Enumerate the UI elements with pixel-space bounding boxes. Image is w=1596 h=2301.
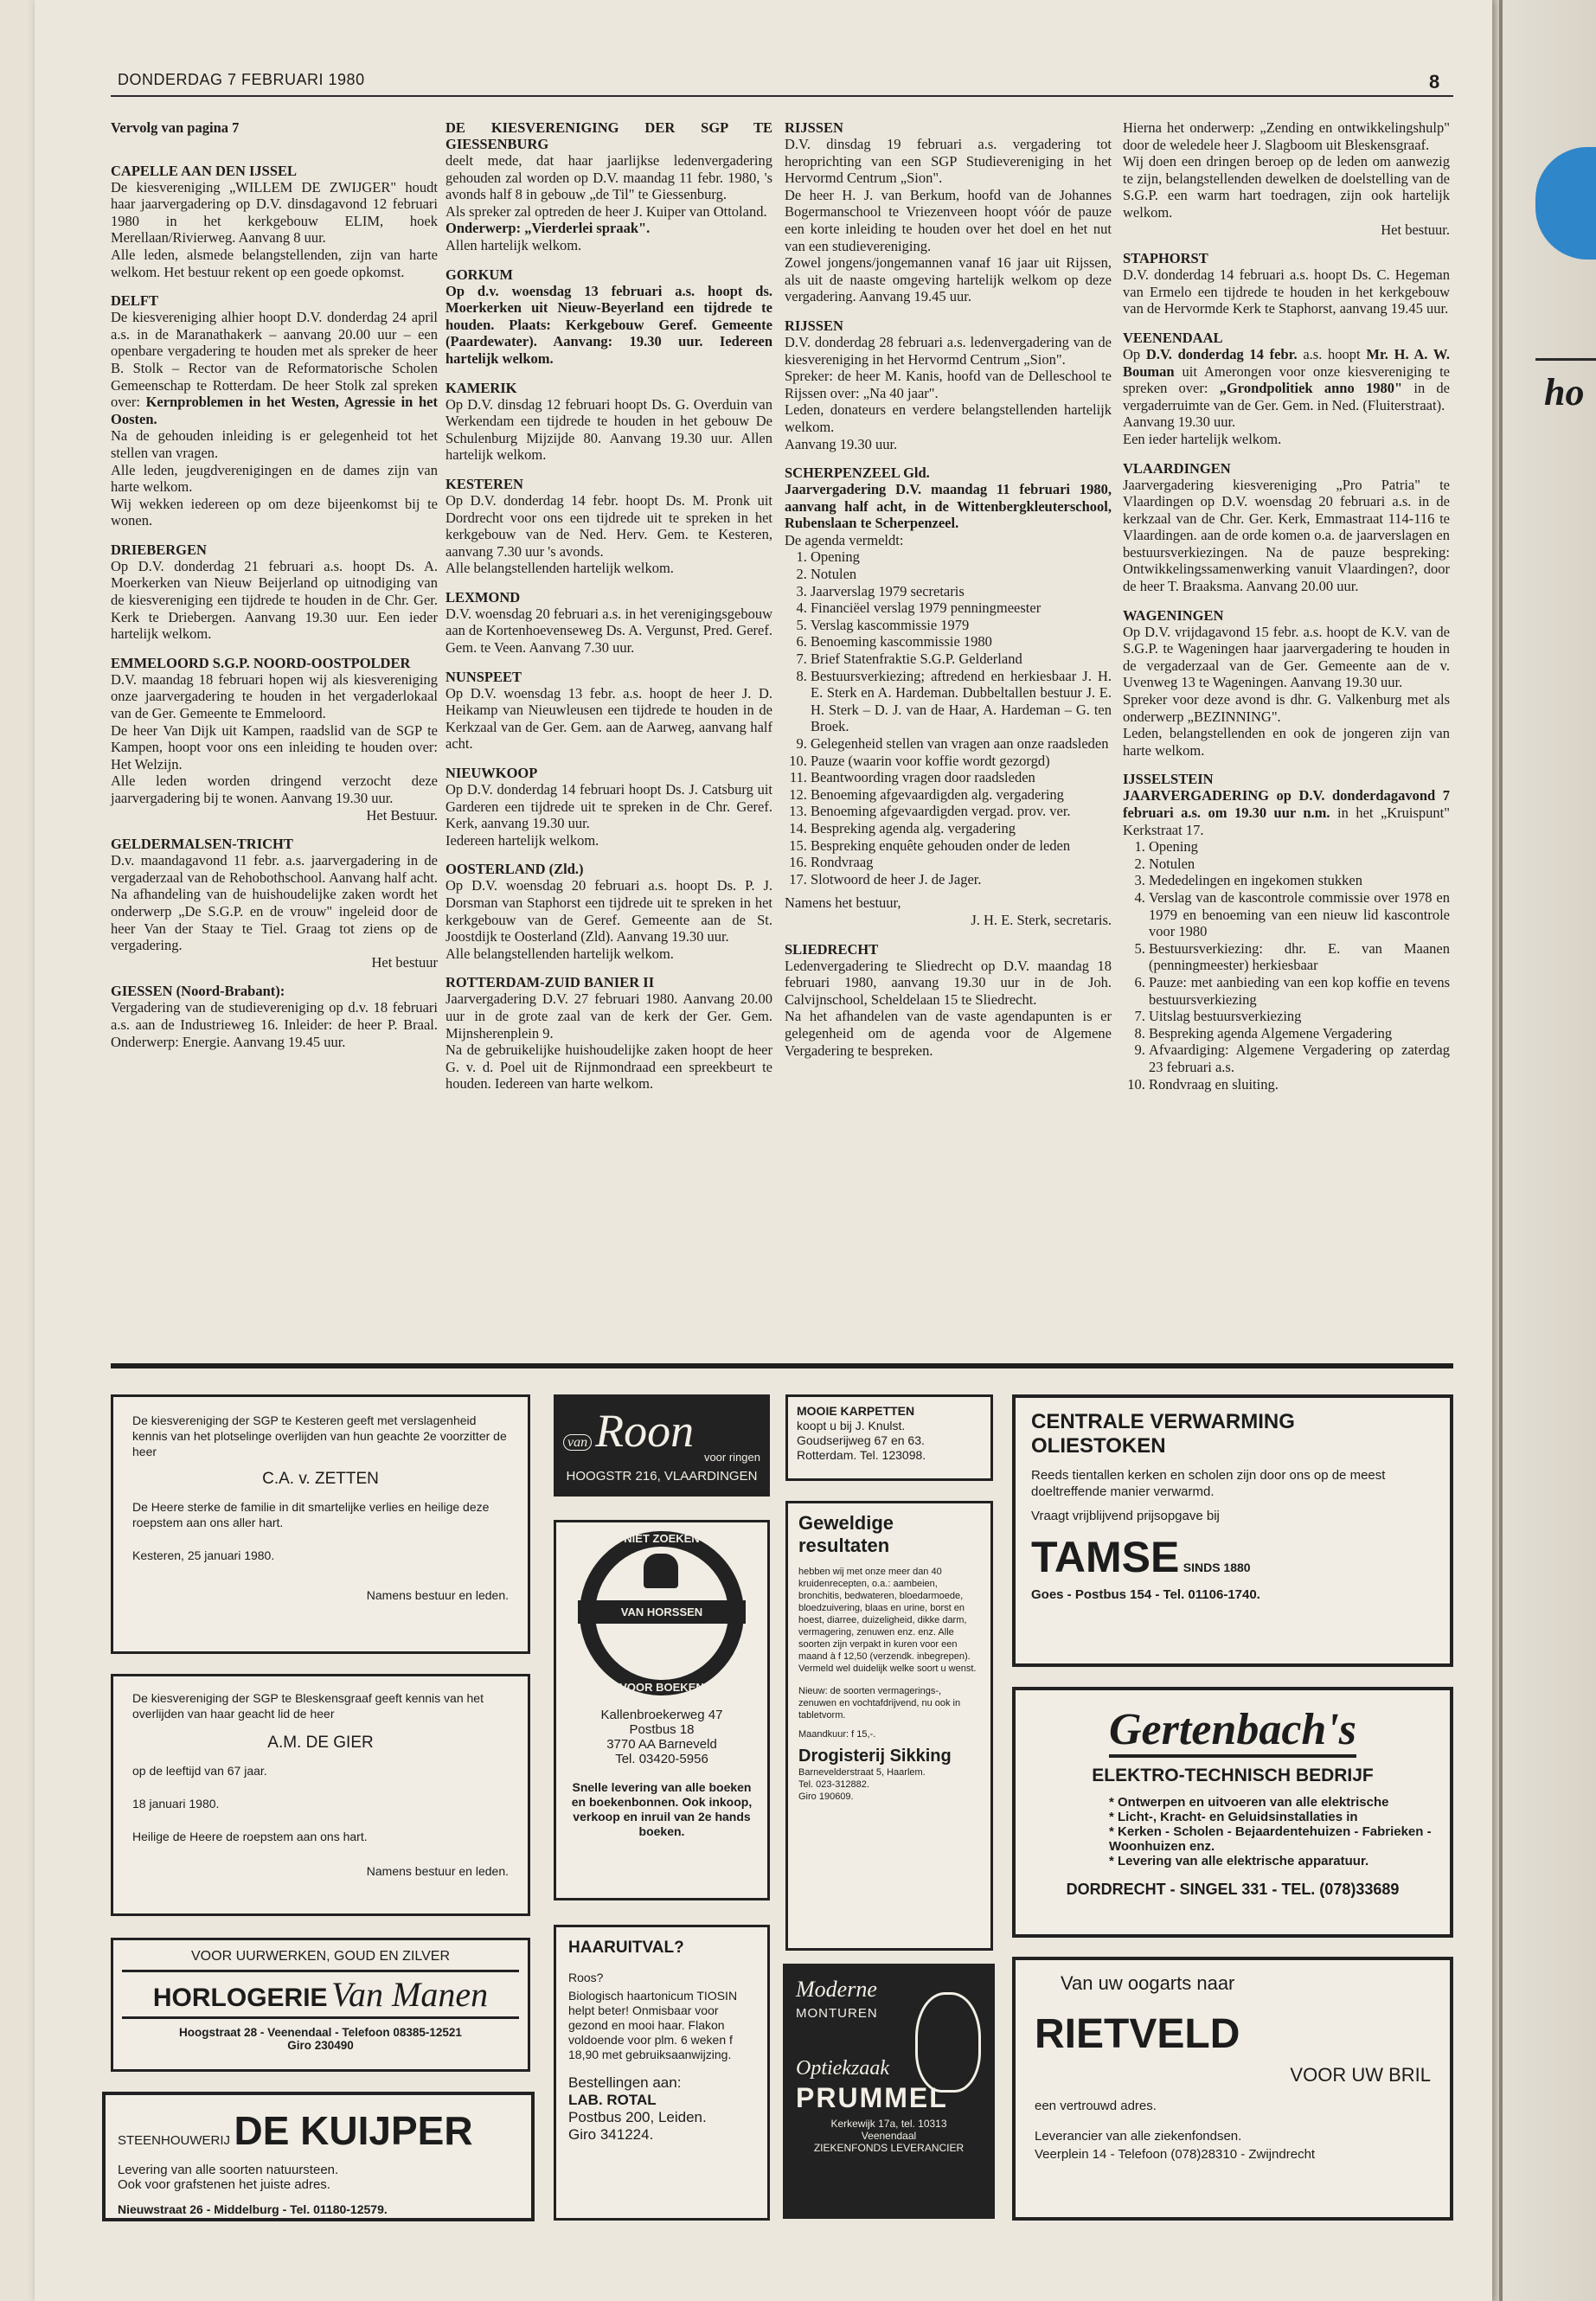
ad-rietveld [1012,1957,1453,2221]
ad-title: HAARUITVAL? [568,1939,684,1957]
ad-script: Moderne [796,1977,877,2002]
ad-obituary-bleskensgraaf [111,1674,530,1916]
ad-address: Kallenbroekerweg 47 [600,1708,723,1722]
ad-title: OLIESTOKEN [1031,1434,1166,1458]
ad-prummel [783,1964,995,2219]
adjacent-page-edge [1492,0,1596,2301]
agenda-item: 7. Brief Statenfraktie S.G.P. Gelderland [811,651,1112,668]
agenda-item: 3. Jaarverslag 1979 secretaris [811,583,1112,600]
ad-bullet: * Ontwerpen en uitvoeren van alle elektrische [1109,1795,1389,1810]
ad-text: Namens bestuur en leden. [366,1864,509,1878]
notice-text: Na de gebruikelijke huishoudelijke zaken hoopt de heer G. v. d. Poel uit de Rijnmondraad een spreekbeurt te houden. Iedereen van harte welkom. [445,1042,772,1093]
agenda-item: 10. Rondvraag en sluiting. [1149,1076,1450,1093]
ad-text: Roos? [568,1971,604,1984]
notice-text: Na het afhandelen van de vaste agendapunten is er gelegenheid om de agenda voor de Algemene Vergadering te bespreken. [785,1008,1112,1059]
ad-text: hebben wij met onze meer dan 40 kruidenrecepten, o.a.: aambeien, bronchitis, bedwateren, bloedarmoede, bloedzuivering, blaas en urine, borst en hoest, diarree, duizeligheid, dikke darm, vermagering, zenuwen enz. enz. Alle soorten zijn verpakt in kuren voor een maand à f 12,50 (verzendk. inbegrepen). Vermeld wel duidelijk welke soort u wenst. [798,1567,977,1674]
agenda-item: 2. Notulen [1149,856,1450,873]
notice-text: Leden, belangstellenden en ook de jongeren zijn van harte welkom. [1123,725,1450,759]
ad-address: Tel. 03420-5956 [615,1752,708,1766]
ad-address: 3770 AA Barneveld [606,1737,717,1752]
agenda-item: 1. Opening [1149,838,1450,856]
notice-text: Vergadering van de studievereniging op d.v. 18 februari a.s. aan de Industrieweg 16. Inleider: de heer P. Braal. Onderwerp: Energie. Aanvang 19.45 uur. [111,999,438,1050]
ad-tagline: VOOR UURWERKEN, GOUD EN ZILVER [191,1949,450,1964]
notice-text: Alle leden, alsmede belangstellenden, zijn van harte welkom. Het bestuur rekent op een goede opkomst. [111,246,438,280]
ad-text: Maandkuur: f 15,-. [798,1729,876,1740]
notice-title: NIEUWKOOP [445,765,538,782]
ad-text: Heilige de Heere de roepstem aan ons hart. [132,1830,368,1843]
ad-text: Bestellingen aan: [568,2074,682,2091]
agenda-item: 6. Benoeming kascommissie 1980 [811,633,1112,651]
notice-title: LEXMOND [445,588,521,606]
notice-text: Spreker: de heer M. Kanis, hoofd van de Delleschool te Rijssen over: „Na 40 jaar". [785,368,1112,401]
ad-address: HOOGSTR 216, VLAARDINGEN [566,1469,758,1484]
ad-bullet: * Kerken - Scholen - Bejaardentehuizen - Fabrieken - Woonhuizen enz. [1109,1824,1432,1854]
page-number: 8 [1429,71,1440,93]
ad-logo: TAMSE SINDS 1880 [1031,1533,1251,1581]
optician-face-icon [915,1992,981,2093]
notice-signature: Namens het bestuur, [785,894,901,912]
ad-text: LAB. ROTAL [568,2092,657,2108]
notice-signature: Het Bestuur. [366,806,438,824]
agenda-item: 17. Slotwoord de heer J. de Jager. [811,871,1112,888]
ad-text: 18 januari 1980. [132,1797,220,1811]
notice-text: Op D.V. donderdag 14 februari hoopt Ds. J. Catsburg uit Garderen een tijdrede uit te spreken in de Chr. Geref. Kerk, aanvang 19.30 uur. [445,781,772,832]
notice-text: Wij doen een dringen beroep op de leden om aanwezig te zijn, belangstellenden dewelken de doelstelling van de S.G.P. een warm hart toedragen, zijn ook hartelijk welkom. [1123,153,1450,221]
ad-van-roon [554,1394,770,1497]
agenda-item: 4. Verslag van de kascontrole commissie over 1978 en 1979 en benoeming van een nieuw lid kascontrole voor 1980 [1149,889,1450,940]
adjacent-page-fragment: ho [1544,371,1585,413]
notice-text: Na de gehouden inleiding is er gelegenheid tot het stellen van vragen. [111,427,438,461]
agenda-item: 8. Bespreking agenda Algemene Vergadering [1149,1025,1450,1042]
notice-title: VLAARDINGEN [1123,459,1231,477]
notice-title: GORKUM [445,266,513,283]
page-fold [1499,0,1503,2301]
section-divider [111,1363,1453,1368]
ad-address: Veenendaal [861,2130,917,2142]
notice-title: VEENENDAAL [1123,329,1223,346]
ad-text: Leverancier van alle ziekenfondsen. [1035,2129,1242,2144]
continuation-note: Vervolg van pagina 7 [111,119,240,136]
ad-text: Vraagt vrijblijvend prijsopgave bij [1031,1509,1220,1523]
ad-text: De Heere sterke de familie in dit smartelijke verlies en heilige deze roepstem aan ons aller hart. [132,1500,490,1529]
ad-text: Giro 341224. [568,2126,654,2143]
notice-title: KAMERIK [445,379,517,396]
agenda-item: 5. Bestuursverkiezing: dhr. E. van Maanen (penningmeester) herkiesbaar [1149,940,1450,974]
agenda-item: 3. Mededelingen en ingekomen stukken [1149,872,1450,889]
ad-logo: HORLOGERIE Van Manen [122,1970,519,2019]
notice-text: Jaarvergadering D.V. maandag 11 februari 1980, aanvang half acht, in de Wittenbergkleuterschool, Rubenslaan te Scherpenzeel. [785,481,1112,532]
notice-text: Alle leden, jeugdverenigingen en de dames zijn van harte welkom. [111,461,438,496]
ad-address: Postbus 18 [629,1722,695,1737]
ad-bullet: * Licht-, Kracht- en Geluidsinstallaties in [1109,1810,1358,1824]
ad-text: Ook voor grafstenen het juiste adres. [118,2177,330,2192]
ad-address: ZIEKENFONDS LEVERANCIER [813,2142,965,2154]
notice-text: Op D.V. donderdag 21 februari a.s. hoopt Ds. A. Moerkerken van Nieuw Beijerland op uitnodiging van de kiesvereniging een tijdrede te houden in de Chr. Ger. Kerk te Driebergen. Aanvang 19.30 uur. Een ieder hartelijk welkom. [111,557,438,643]
ad-text: een vertrouwd adres. [1035,2099,1157,2113]
notice-text: Wij wekken iedereen op om deze bijeenkomst bij te wonen. [111,495,438,529]
agenda-item: 8. Bestuursverkiezing; aftredend en herkiesbaar J. H. E. Sterk en A. Hardeman. Dubbeltallen bestuur J. E. H. Sterk – D. J. van de Haar, A. Hardeman – G. ten Broek. [811,668,1112,735]
ad-text: Reeds tientallen kerken en scholen zijn door ons op de meest doeltreffende manier verwarmd. [1031,1468,1386,1499]
ad-text: De kiesvereniging der SGP te Bleskensgraaf geeft kennis van het overlijden van haar geacht lid de heer [132,1691,484,1721]
agenda-item: 2. Notulen [811,566,1112,583]
ad-shop-name: RIETVELD [1035,2011,1240,2057]
column-4 [1123,119,1450,1099]
ad-address: Giro 190609. [798,1791,854,1802]
notice-title: SLIEDRECHT [785,940,879,958]
column-1 [111,119,438,1059]
ad-text: op de leeftijd van 67 jaar. [132,1764,267,1778]
notice-text: Spreker voor deze avond is dhr. G. Valkenburg met als onderwerp „BEZINNING". [1123,691,1450,725]
notice-text: Als spreker zal optreden de heer J. Kuiper van Ottoland. [445,202,767,220]
notice-text: Op D.V. donderdag 14 febr. hoopt Ds. M. Pronk uit Dordrecht voor ons een tijdrede uit te spreken in het kerkgebouw van de Ned. Herv. Gem. te Kesteren, aanvang 7.30 uur 's avonds. [445,491,772,560]
ad-text: Goudserijweg 67 en 63. [797,1433,925,1447]
notice-text: D.v. maandagavond 11 febr. a.s. jaarvergadering in de vergaderzaal van de Rehobothschool. Aanvang half acht. Na afhandeling van de huishoudelijke zaken wordt het onderwerp „De S.G.P. en de vrouw" ingeleid door de heer Van der Staay te Tiel. Graag tot ziens op de vergadering. [111,852,438,954]
notice-text: Aanvang 19.30 uur. [1123,413,1236,431]
notice-text: deelt mede, dat haar jaarlijkse ledenvergadering gehouden zal worden op D.V. maandag 11 febr. 1980, 's avonds half 8 in gebouw „de Til" te Giessenburg. [445,152,772,203]
ad-script: Optiekzaak [796,2057,889,2080]
ad-address: Hoogstraat 28 - Veenendaal - Telefoon 08385-12521 [179,2026,462,2039]
ad-address: Kerkewijk 17a, tel. 10313 [830,2118,947,2130]
notice-text: Iedereen hartelijk welkom. [445,831,599,849]
notice-signature: J. H. E. Sterk, secretaris. [971,911,1112,928]
notice-title: EMMELOORD S.G.P. NOORD-OOSTPOLDER [111,654,411,671]
notice-text: JAARVERGADERING op D.V. donderdagavond 7 februari a.s. om 19.30 uur n.m. in het „Kruispunt" Kerkstraat 17. [1123,787,1451,838]
notice-text: De kiesvereniging „WILLEM DE ZWIJGER" houdt haar jaarvergadering op D.V. dinsdagavond 12 februari 1980 in het kerkgebouw ELIM, hoek Merellaan/Rivierweg. Aanvang 8 uur. [111,178,438,247]
notice-text: De agenda vermeldt: [785,531,904,548]
ad-subtitle: ELEKTRO-TECHNISCH BEDRIJF [1092,1766,1374,1785]
notice-title: STAPHORST [1123,250,1208,267]
notice-title: KESTEREN [445,475,523,492]
notice-text: Leden, donateurs en verdere belangstellenden hartelijk welkom. [785,401,1112,435]
ad-text: VOOR UW BRIL [1290,2064,1431,2086]
notice-text: Op D.V. dinsdag 12 februari hoopt Ds. G. Overduin van Werkendam een tijdrede te houden in het gebouw De Schulenburg Mijzijde 80. Aanvang 19.30 uur. Allen hartelijk welkom. [445,395,772,464]
ad-logo: Gertenbach's [1031,1704,1434,1755]
ad-obituary-kesteren [111,1394,530,1654]
notice-text: Jaarvergadering kiesvereniging „Pro Patria" te Vlaardingen op D.V. woensdag 20 februari a.s. in de kerkzaal van de Chr. Ger. Kerk, Emmastraat 114-116 te Vlaardingen. aan de orde komen o.a. de jaarverslagen en bestuursverkiezingen. Na de pauze bespreking: Ontwikkelingssamenwerking vanuit Vlaardingen?, door de heer T. Braaksma. Aanvang 20.00 uur. [1123,476,1450,595]
ad-gertenbach [1012,1687,1453,1938]
notice-title: GIESSEN (Noord-Brabant): [111,983,285,1000]
agenda-item: 6. Pauze: met aanbieding van een kop koffie en tevens bestuursverkiezing [1149,974,1450,1008]
agenda-list [785,548,1112,888]
ad-subtitle: voor ringen [703,1451,760,1464]
agenda-item: 4. Financiëel verslag 1979 penningmeester [811,599,1112,617]
notice-text: D.V. dinsdag 19 februari a.s. vergadering tot heroprichting van een SGP Studievereniging in het Hervormd Centrum „Sion". [785,136,1112,187]
notice-text: Hierna het onderwerp: „Zending en ontwikkelingshulp" door de weledele heer J. Slagboom uit Bleskensgraaf. [1123,119,1450,153]
ad-text: Namens bestuur en leden. [366,1588,509,1602]
agenda-item: 5. Verslag kascommissie 1979 [811,617,1112,634]
notice-text: D.V. donderdag 14 februari a.s. hoopt Ds. C. Hegeman van Ermelo een tijdrede te houden in het kerkgebouw van de Hervormde Kerk te Staphorst, aanvang 19.45 uur. [1123,266,1450,317]
ad-address: DORDRECHT - SINGEL 331 - TEL. (078)33689 [1066,1881,1400,1898]
notice-title: DE KIESVERENIGING DER SGP TE GIESSENBURG [445,119,772,152]
ad-bullet: * Levering van alle elektrische apparatuur. [1109,1854,1369,1868]
notice-text: Alle leden worden dringend verzocht deze jaarvergadering bij te wonen. Aanvang 19.30 uur. [111,772,438,806]
agenda-item: 12. Benoeming afgevaardigden alg. vergadering [811,786,1112,804]
ad-kuijper [102,2092,535,2221]
notice-title: RIJSSEN [785,317,843,334]
ad-sikking [785,1501,993,1951]
agenda-item: 11. Beantwoording vragen door raadsleden [811,769,1112,786]
notice-text: D.V. woensdag 20 februari a.s. in het verenigingsgebouw aan de Kortenhoevenseweg Ds. A. Vergunst, Pred. Geref. Gem. te Veen. Aanvang 7.30 uur. [445,605,772,657]
ad-text: koopt u bij J. Knulst. [797,1419,906,1433]
notice-signature: Het bestuur. [1381,221,1450,238]
notice-title: WAGENINGEN [1123,606,1224,624]
ring-top-label: NIET ZOEKEN [624,1532,700,1545]
ad-title: CENTRALE VERWARMING [1031,1410,1295,1433]
ad-address: Veerplein 14 - Telefoon (078)28310 - Zwijndrecht [1035,2147,1316,2162]
agenda-item: 1. Opening [811,548,1112,566]
notice-text: Op D.V. woensdag 13 febr. a.s. hoopt de heer J. D. Heikamp van Nieuwleusen een tijdrede te houden in de Kerkzaal van de Ger. Gem. aan de Aarweg, aanvang half acht. [445,684,772,753]
ad-shop-name: Drogisterij Sikking [798,1747,952,1766]
adjacent-page-rule [1535,358,1596,361]
notice-text: De heer H. J. van Berkum, hoofd van de Johannes Bogermanschool te Vriezenveen hoopt vóór de pauze een korte inleiding te houden over het doel en het nut van een studievereniging. [785,186,1112,254]
ad-text: Rotterdam. Tel. 123098. [797,1448,926,1462]
ad-text: Levering van alle soorten natuursteen. [118,2163,339,2177]
notice-text: Op D.V. woensdag 20 februari a.s. hoopt Ds. P. J. Dorsman van Staphorst een tijdrede uit te spreken in het kerkgebouw van de Geref. Gemeente aan de St. Joostdijk te Oosterland (Zld). Aanvang 19.30 uur. [445,877,772,945]
notice-text: De kiesvereniging alhier hoopt D.V. donderdag 24 april a.s. in de Maranathakerk – aanvang 20.00 uur – een openbare vergadering te houden met als spreker de heer B. Stolk – Rector van de Reformatorische Scholen Gemeenschap te Rotterdam. De heer Stolk zal spreken over: Kernproblemen in het Westen, Agressie in het Oosten. [111,309,439,427]
notice-text: Onderwerp: „Vierderlei spraak". [445,220,651,237]
agenda-item: 15. Bespreking enquête gehouden onder de leden [811,837,1112,855]
ad-name: A.M. DE GIER [267,1734,374,1752]
ad-text: Nieuw: de soorten vermagerings-, zenuwen en vochtafdrijvend, nu ook in tabletvorm. [798,1686,961,1721]
notice-text: D.V. donderdag 28 februari a.s. ledenvergadering van de kiesvereniging in het Hervormd Centrum „Sion". [785,333,1112,368]
ad-van-horssen [554,1520,770,1900]
notice-text: De heer Van Dijk uit Kampen, raadslid van de SGP te Kampen, hoopt voor ons een inleiding te houden over: Het Welzijn. [111,721,438,772]
agenda-item: 7. Uitslag bestuursverkiezing [1149,1008,1450,1025]
ad-text: De kiesvereniging der SGP te Kesteren geeft met verslagenheid kennis van het plotselinge overlijden van hun geachte 2e voorzitter de heer [132,1413,507,1458]
agenda-list [1123,838,1450,1093]
running-header-date: DONDERDAG 7 FEBRUARI 1980 [118,71,365,88]
ad-text: Van uw oogarts naar [1061,1972,1235,1994]
notice-text: D.V. maandag 18 februari hopen wij als kiesvereniging onze jaarvergadering te houden in het vergaderlokaal van de Ger. Gemeente te Emmeloord. [111,670,438,722]
ad-text: Kesteren, 25 januari 1980. [132,1548,275,1562]
ad-address: Tel. 023-312882. [798,1779,869,1790]
ad-title: MOOIE KARPETTEN [797,1404,915,1418]
ad-logo: STEENHOUWERIJ DE KUIJPER [118,2108,473,2153]
notice-text: Op d.v. woensdag 13 februari a.s. hoopt ds. Moerkerken uit Nieuw-Beyerland een tijdrede te houden. Plaats: Kerkgebouw Geref. Gemeente (Paardewater). Aanvang: 19.30 uur. Iedereen hartelijk welkom. [445,282,772,367]
notice-title: DRIEBERGEN [111,541,207,558]
notice-text: Allen hartelijk welkom. [445,236,582,253]
notice-title: CAPELLE AAN DEN IJSSEL [111,162,298,179]
notice-signature: Het bestuur [371,953,438,971]
notice-title: ROTTERDAM-ZUID BANIER II [445,974,655,991]
notice-text: Op D.V. vrijdagavond 15 febr. a.s. hoopt de K.V. van de S.G.P. te Wageningen haar jaarvergadering te houden in de vergaderzaal van de Ger. Gemeente aan de v. Uvenweg 13 te Wageningen. Aanvang 19.30 uur. [1123,623,1450,691]
column-2 [445,119,772,1101]
notice-title: NUNSPEET [445,668,522,685]
ad-address: Nieuwstraat 26 - Middelburg - Tel. 01180-12579. [118,2202,388,2216]
ad-haaruitval [554,1925,770,2221]
book-ring-logo [580,1531,744,1695]
reader-figure-icon [644,1554,678,1588]
ad-address: Goes - Postbus 154 - Tel. 01106-1740. [1031,1587,1260,1602]
ad-karpetten [785,1394,993,1481]
notice-text: Op D.V. donderdag 14 febr. a.s. hoopt Mr. H. A. W. Bouman uit Amerongen voor onze kiesvereniging te spreken over: „Grondpolitiek anno 1980" in de vergaderruimte van de Ger. Gem. in Ned. (Fluiterstraat). [1123,345,1451,413]
ad-title: Geweldige resultaten [798,1512,894,1556]
notice-title: GELDERMALSEN-TRICHT [111,836,293,853]
notice-title: SCHERPENZEEL Gld. [785,465,930,482]
notice-title: OOSTERLAND (Zld.) [445,861,584,878]
agenda-item: 10. Pauze (waarin voor koffie wordt gezorgd) [811,753,1112,770]
ad-name: C.A. v. ZETTEN [262,1470,379,1488]
ad-text: Postbus 200, Leiden. [568,2109,707,2125]
notice-text: Zowel jongens/jongemannen vanaf 16 jaar uit Rijssen, als uit de naaste omgeving hartelijk welkom op deze vergadering. Aanvang 19.45 uur. [785,254,1112,305]
notice-title: DELFT [111,292,159,310]
agenda-item: 13. Benoeming afgevaardigden vergad. prov. ver. [811,803,1112,820]
column-3 [785,119,1112,1067]
notice-title: IJSSELSTEIN [1123,771,1214,788]
ad-giro: Giro 230490 [287,2039,354,2052]
notice-text: Alle belangstellenden hartelijk welkom. [445,560,674,577]
agenda-item: 16. Rondvraag [811,854,1112,871]
ad-text: Snelle levering van alle boeken en boekenbonnen. Ook inkoop, verkoop en inruil van 2e hands boeken. [571,1780,753,1838]
ad-address: Barnevelderstraat 5, Haarlem. [798,1767,926,1778]
ring-bottom-label: VOOR BOEKEN [619,1681,704,1694]
notice-text: Jaarvergadering D.V. 27 februari 1980. Aanvang 20.00 uur in de grote zaal van de kerk der Ger. Gem. Mijnsherenplein 9. [445,990,772,1042]
header-rule [111,95,1453,97]
notice-title: RIJSSEN [785,119,843,136]
ad-text: MONTUREN [796,2006,878,2021]
ad-tamse [1012,1394,1453,1667]
agenda-item: 9. Afvaardiging: Algemene Vergadering op zaterdag 23 februari a.s. [1149,1042,1450,1075]
notice-text: Een ieder hartelijk welkom. [1123,430,1282,447]
agenda-item: 9. Gelegenheid stellen van vragen aan onze raadsleden [811,735,1112,753]
notice-text: Aanvang 19.30 uur. [785,435,898,452]
ad-logo: van Roon [563,1404,760,1458]
ad-horlogerie [111,1938,530,2072]
ad-shop-name: PRUMMEL [796,2082,948,2113]
ring-mid-label: VAN HORSSEN [578,1600,746,1624]
notice-text: Alle belangstellenden hartelijk welkom. [445,945,674,962]
agenda-item: 14. Bespreking agenda alg. vergadering [811,820,1112,837]
notice-text: Ledenvergadering te Sliedrecht op D.V. maandag 18 februari 1980, aanvang 19.30 uur in de Joh. Calvijnschool, Scheldelaan 15 te Sliedrecht. [785,957,1112,1008]
ad-text: Biologisch haartonicum TIOSIN helpt beter! Onmisbaar voor gezond en mooi haar. Flakon voldoende voor plm. 6 weken f 18,90 met gebruiksaanwijzing. [568,1989,738,2061]
